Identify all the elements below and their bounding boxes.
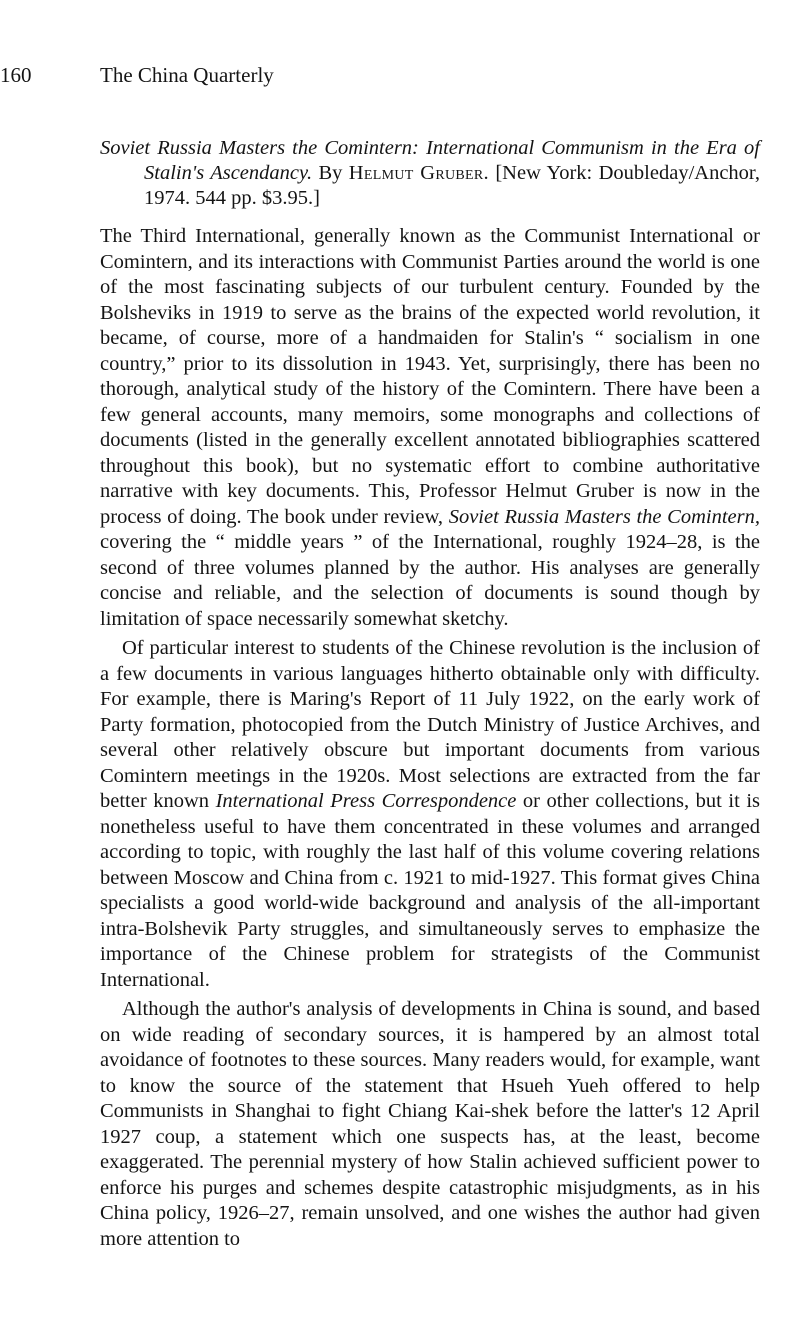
- citation-by: By: [318, 162, 343, 184]
- journal-title: The China Quarterly: [100, 63, 274, 87]
- running-header: [0, 60, 800, 90]
- paragraph-2-text-a: Of particular interest to students of the Chinese revolution is the inclusion of a few documents in various languages hitherto obtainable only with difficulty. For example, there is Maring's Report of 11 July 1922, on the early work of Party formation, photocopied from the Dutch Ministry of Justice Archives, and several other relatively obscure but important documents from various Comintern meetings in the 1920s. Most selections are extracted from the far better known: [100, 637, 760, 812]
- book-author: Helmut Gruber.: [348, 162, 489, 184]
- paragraph-1-text-a: The Third International, generally known as the Communist International or Comintern, and its interactions with Communist Parties around the world is one of the most fascinating subjects of our turbulent century. Founded by the Bolsheviks in 1919 to serve as the brains of the expected world revolution, it became, of course, more of a handmaiden for Stalin's “ socialism in one country,” prior to its dissolution in 1943. Yet, surprisingly, there has been no thorough, analytical study of the history of the Comintern. There have been a few general accounts, many memoirs, some monographs and collections of documents (listed in the generally excellent annotated bibliographies scattered throughout this book), but no systematic effort to combine authoritative narrative with key documents. This, Professor Helmut Gruber is now in the process of doing. The book under review,: [100, 225, 760, 528]
- paragraph-3: [100, 997, 760, 1252]
- paragraph-2-italic: International Press Correspondence: [215, 790, 517, 812]
- paragraph-1: [100, 224, 760, 632]
- review-body: [100, 224, 760, 1252]
- paragraph-2: [100, 636, 760, 993]
- book-title: Soviet Russia Masters the Comintern: International Communism in the Era of Stalin's Ascendancy.: [100, 137, 760, 184]
- paragraph-2-text-b: or other collections, but it is nonetheless useful to have them concentrated in these volumes and arranged according to topic, with roughly the last half of this volume covering relations between Moscow and China from c. 1921 to mid-1927. This format gives China specialists a good world-wide background and analysis of the all-important intra-Bolshevik Party struggles, and simultaneously serves to emphasize the importance of the Chinese problem for strategists of the Communist International.: [100, 790, 761, 991]
- publication-details: [New York: Doubleday/Anchor, 1974. 544 pp. $3.95.]: [144, 162, 761, 209]
- paragraph-3-text-a: Although the author's analysis of developments in China is sound, and based on wide reading of secondary sources, it is hampered by an almost total avoidance of footnotes to these sources. Many readers would, for example, want to know the source of the statement that Hsueh Yueh offered to help Communists in Shanghai to fight Chiang Kai-shek before the latter's 12 April 1927 coup, a statement which one suspects has, at the least, become exaggerated. The perennial mystery of how Stalin achieved sufficient power to enforce his purges and schemes despite catastrophic misjudgments, as in his China policy, 1926–27, remain unsolved, and one wishes the author had given more attention to: [100, 998, 760, 1250]
- paragraph-1-italic: Soviet Russia Masters the Comintern,: [448, 505, 760, 528]
- review-citation: [100, 136, 760, 211]
- paragraph-1-text-b: covering the “ middle years ” of the International, roughly 1924–28, is the second of three volumes planned by the author. His analyses are generally concise and reliable, and the selection of documents is sound though by limitation of space necessarily somewhat sketchy.: [100, 531, 760, 630]
- page-number: 160: [0, 63, 32, 87]
